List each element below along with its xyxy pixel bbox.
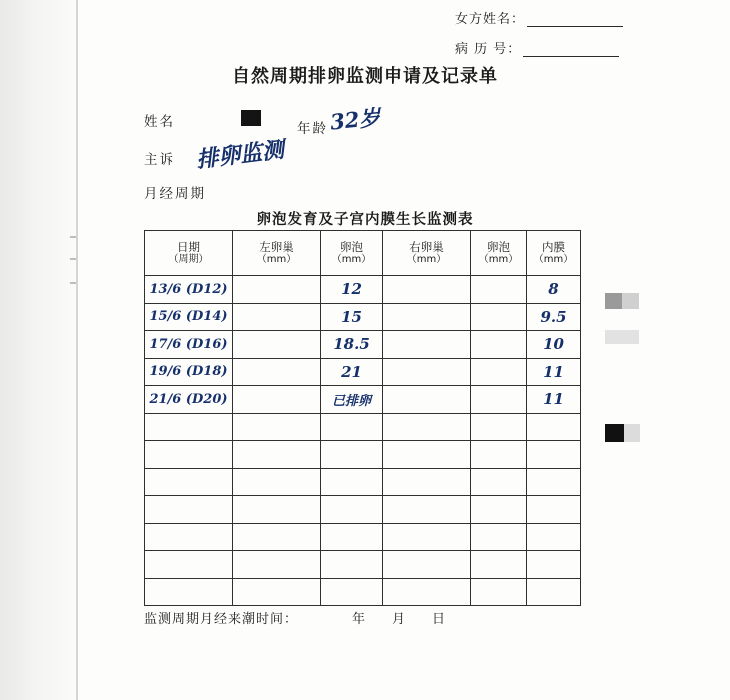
cell-date <box>145 468 233 496</box>
cell-date <box>145 523 233 551</box>
field-medical-record-number-rule <box>523 42 619 57</box>
table-row <box>145 413 581 441</box>
footer-label: 监测周期月经来潮时间： <box>144 612 299 627</box>
cell-date <box>145 551 233 579</box>
cell-right-ovary <box>383 578 471 606</box>
cell-left-ovary <box>233 578 321 606</box>
cell-endometrium <box>527 523 581 551</box>
cell-right-follicle <box>471 523 527 551</box>
cell-right-ovary <box>383 386 471 414</box>
cell-left-ovary <box>233 441 321 469</box>
scan-artifact <box>624 424 640 442</box>
cell-left-follicle <box>321 413 383 441</box>
cell-date: 17/6 (D16) <box>145 331 233 359</box>
cell-date <box>145 496 233 524</box>
cell-left-ovary <box>233 551 321 579</box>
binding-mark <box>70 282 76 284</box>
cell-left-ovary <box>233 358 321 386</box>
handwriting-chief-complaint-value: 排卵监测 <box>194 136 286 174</box>
column-header-right-follicle: 卵泡 （mm） <box>471 231 527 276</box>
table-row <box>145 303 581 331</box>
binding-mark <box>70 258 76 260</box>
cell-left-follicle: 21 <box>321 358 383 386</box>
footer-month: 月 <box>392 612 407 627</box>
cell-right-follicle <box>471 578 527 606</box>
cell-left-ovary <box>233 386 321 414</box>
cell-right-follicle <box>471 496 527 524</box>
footer-year: 年 <box>352 612 367 627</box>
column-header-right-ovary: 右卵巢 （mm） <box>383 231 471 276</box>
follicle-monitoring-table <box>144 230 581 606</box>
cell-date: 21/6 (D20) <box>145 386 233 414</box>
table-caption: 卵泡发育及子宫内膜生长监测表 <box>256 212 474 228</box>
cell-date: 13/6 (D12) <box>145 276 233 304</box>
cell-right-follicle <box>471 386 527 414</box>
cell-right-ovary <box>383 331 471 359</box>
field-medical-record-number <box>455 38 619 57</box>
binding-mark <box>70 236 76 238</box>
cell-date: 19/6 (D18) <box>145 358 233 386</box>
cell-date: 15/6 (D14) <box>145 303 233 331</box>
cell-right-follicle <box>471 551 527 579</box>
cell-endometrium <box>527 413 581 441</box>
cell-left-ovary <box>233 496 321 524</box>
cell-left-follicle <box>321 441 383 469</box>
table-row <box>145 551 581 579</box>
cell-right-follicle <box>471 331 527 359</box>
table-row <box>145 523 581 551</box>
cell-left-follicle: 18.5 <box>321 331 383 359</box>
cell-right-ovary <box>383 441 471 469</box>
cell-right-ovary <box>383 551 471 579</box>
cell-right-ovary <box>383 303 471 331</box>
cell-left-follicle <box>321 496 383 524</box>
scan-artifact <box>605 330 639 344</box>
cell-endometrium: 11 <box>527 358 581 386</box>
cell-left-ovary <box>233 413 321 441</box>
cell-endometrium <box>527 441 581 469</box>
cell-left-ovary <box>233 276 321 304</box>
cell-endometrium <box>527 551 581 579</box>
cell-right-ovary <box>383 468 471 496</box>
cell-left-ovary <box>233 303 321 331</box>
cell-left-follicle <box>321 551 383 579</box>
scan-artifact <box>605 424 624 442</box>
column-header-left-ovary: 左卵巢 （mm） <box>233 231 321 276</box>
label-menstrual-cycle: 月经周期 <box>144 186 206 202</box>
cell-left-follicle: 已排卵 <box>321 386 383 414</box>
cell-endometrium <box>527 468 581 496</box>
cell-endometrium: 11 <box>527 386 581 414</box>
table-row <box>145 441 581 469</box>
column-header-endometrium: 内膜 （mm） <box>527 231 581 276</box>
cell-date <box>145 578 233 606</box>
column-header-date: 日期 （周期） <box>145 231 233 276</box>
field-patient-name-label: 女方姓名： <box>455 12 526 27</box>
cell-date <box>145 441 233 469</box>
footer-cycle-start-date <box>144 608 446 627</box>
label-chief-complaint: 主诉 <box>144 152 175 168</box>
label-name: 姓名 <box>144 114 175 130</box>
cell-right-follicle <box>471 358 527 386</box>
handwriting-age-value: 32岁 <box>328 104 382 135</box>
cell-left-ovary <box>233 523 321 551</box>
cell-right-follicle <box>471 276 527 304</box>
cell-endometrium: 9.5 <box>527 303 581 331</box>
cell-right-follicle <box>471 303 527 331</box>
column-header-left-follicle: 卵泡 （mm） <box>321 231 383 276</box>
table-row <box>145 276 581 304</box>
cell-right-follicle <box>471 441 527 469</box>
cell-left-ovary <box>233 331 321 359</box>
cell-date <box>145 413 233 441</box>
cell-left-follicle: 12 <box>321 276 383 304</box>
page-binding-edge <box>76 0 78 700</box>
table-row <box>145 358 581 386</box>
table-row <box>145 331 581 359</box>
cell-endometrium: 10 <box>527 331 581 359</box>
cell-endometrium: 8 <box>527 276 581 304</box>
footer-day: 日 <box>432 612 447 627</box>
cell-left-follicle: 15 <box>321 303 383 331</box>
cell-left-ovary <box>233 468 321 496</box>
table-row <box>145 386 581 414</box>
label-age: 年龄 <box>297 121 328 137</box>
cell-right-ovary <box>383 413 471 441</box>
cell-right-ovary <box>383 523 471 551</box>
field-medical-record-number-label: 病 历 号： <box>455 42 522 57</box>
scan-artifact <box>622 293 639 309</box>
field-patient-name-rule <box>527 12 623 27</box>
table-header-row <box>145 231 581 276</box>
table-row <box>145 496 581 524</box>
cell-left-follicle <box>321 523 383 551</box>
cell-right-follicle <box>471 413 527 441</box>
cell-left-follicle <box>321 468 383 496</box>
cell-left-follicle <box>321 578 383 606</box>
field-patient-name <box>455 8 623 27</box>
cell-right-follicle <box>471 468 527 496</box>
document-title: 自然周期排卵监测申请及记录单 <box>232 66 498 87</box>
table-row <box>145 578 581 606</box>
cell-right-ovary <box>383 358 471 386</box>
scan-artifact <box>605 293 622 309</box>
table-row <box>145 468 581 496</box>
cell-endometrium <box>527 496 581 524</box>
cell-right-ovary <box>383 276 471 304</box>
cell-endometrium <box>527 578 581 606</box>
redaction-name-block <box>241 110 261 126</box>
cell-right-ovary <box>383 496 471 524</box>
